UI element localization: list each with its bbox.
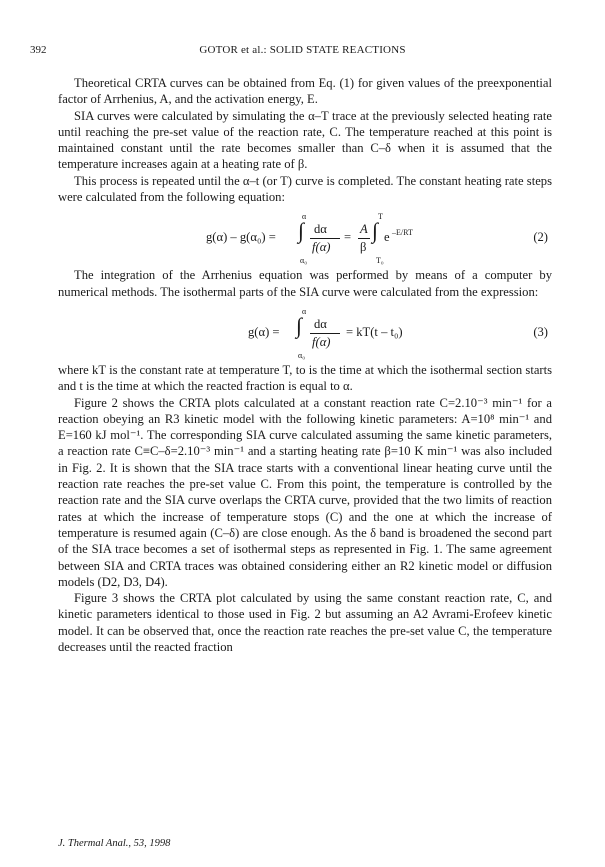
running-title: GOTOR et al.: SOLID STATE REACTIONS bbox=[199, 44, 406, 56]
equation-number-2: (2) bbox=[533, 230, 548, 245]
eq2-lim-bot-1: α₀ bbox=[300, 256, 307, 266]
eq2-num-1: dα bbox=[314, 222, 327, 237]
equation-number-3: (3) bbox=[533, 324, 548, 339]
paragraph: This process is repeated until the α–t (or T) curve is completed. The constant heating rate steps were calculated from the following equation: bbox=[58, 173, 552, 205]
paragraph: Figure 3 shows the CRTA plot calculated by using the same constant reaction rate, C, and kinetic parameters identical to those used in Fig. 2 but assuming an A2 Avrami-Erofeev kinetic model. It can be observed that, once the reaction rate reaches the pre-set value C, the temperature decreases until the reacted fraction bbox=[58, 591, 552, 655]
equation-2 bbox=[58, 207, 552, 265]
equation-3 bbox=[58, 302, 552, 360]
article-body bbox=[58, 75, 552, 655]
eq3-rhs: = kT(t – t₀) bbox=[346, 324, 403, 339]
eq2-exp: e bbox=[384, 230, 390, 245]
eq2-integral-1: ∫ bbox=[298, 218, 305, 244]
eq3-integral: ∫ bbox=[296, 312, 303, 338]
eq2-integral-2: ∫ bbox=[372, 218, 379, 244]
paragraph: SIA curves were calculated by simulating the α–T trace at the previously selected heating rate until reaching the pre-set value of the reaction rate, C. The temperature reached at this point is maintained constant until the rate becomes smaller than C–δ when it is assumed that the temperature increases again at a heating rate of β. bbox=[58, 108, 552, 172]
eq2-lim-top-1: α bbox=[302, 212, 307, 222]
eq2-lim-bot-2: T₀ bbox=[376, 256, 384, 266]
paragraph: The integration of the Arrhenius equation was performed by means of a computer by numerical methods. The isothermal parts of the SIA curve were calculated from the expression: bbox=[58, 268, 552, 299]
eq2-equals: = bbox=[344, 230, 352, 245]
eq3-lim-top: α bbox=[302, 306, 307, 316]
eq2-exp-sup: –E/RT bbox=[392, 228, 413, 238]
eq3-num: dα bbox=[314, 316, 327, 331]
eq3-den: f(α) bbox=[312, 334, 331, 349]
eq3-lhs: g(α) = bbox=[248, 324, 280, 339]
running-header bbox=[0, 44, 605, 60]
paragraph: Theoretical CRTA curves can be obtained from Eq. (1) for given values of the preexponential factor of Arrhenius, A, and the activation energy, E. bbox=[58, 76, 552, 107]
journal-footer: J. Thermal Anal., 53, 1998 bbox=[58, 838, 171, 849]
eq2-num-2: A bbox=[360, 222, 368, 237]
eq2-lim-top-2: T bbox=[378, 212, 383, 222]
eq2-lhs: g(α) – g(α₀) = bbox=[206, 230, 276, 245]
eq3-lim-bot: α₀ bbox=[298, 350, 305, 360]
eq2-den-2: β bbox=[360, 240, 367, 255]
eq2-den-1: f(α) bbox=[312, 240, 331, 255]
paragraph: Figure 2 shows the CRTA plots calculated at a constant reaction rate C=2.10⁻³ min⁻¹ for a reaction obeying an R3 kinetic model with the following kinetic parameters: A=10⁸ min⁻¹ and E=160 kJ mol⁻¹. The corresponding SIA curve calculated assuming the same kinetic parameters, a reaction rate C≡C–δ=2.10⁻³ min⁻¹ and a starting heating rate β=10 K min⁻¹ was also included in Fig. 2. It is shown that the SIA trace starts with a conventional linear heating curve until the reaction rate reaches the pre-set value C. From this point, the temperature is controlled by the reaction rate and the SIA curve overlaps the CRTA curve, provided that the two limits of reaction rates at which the increase of temperature stops (C) and the one at which the increase of temperature is resumed again (C–δ) are close enough. As the δ band is broadened the second part of the SIA trace becomes a set of isothermal steps as represented in Fig. 1. The same agreement between SIA and CRTA traces was obtained considering either an R2 kinetic model or diffusion models (D2, D3, D4). bbox=[58, 395, 552, 589]
paragraph: where kT is the constant rate at temperature T, to is the time at which the isothermal section starts and t is the time at which the reacted fraction is equal to α. bbox=[58, 362, 552, 394]
page-number: 392 bbox=[30, 44, 47, 56]
